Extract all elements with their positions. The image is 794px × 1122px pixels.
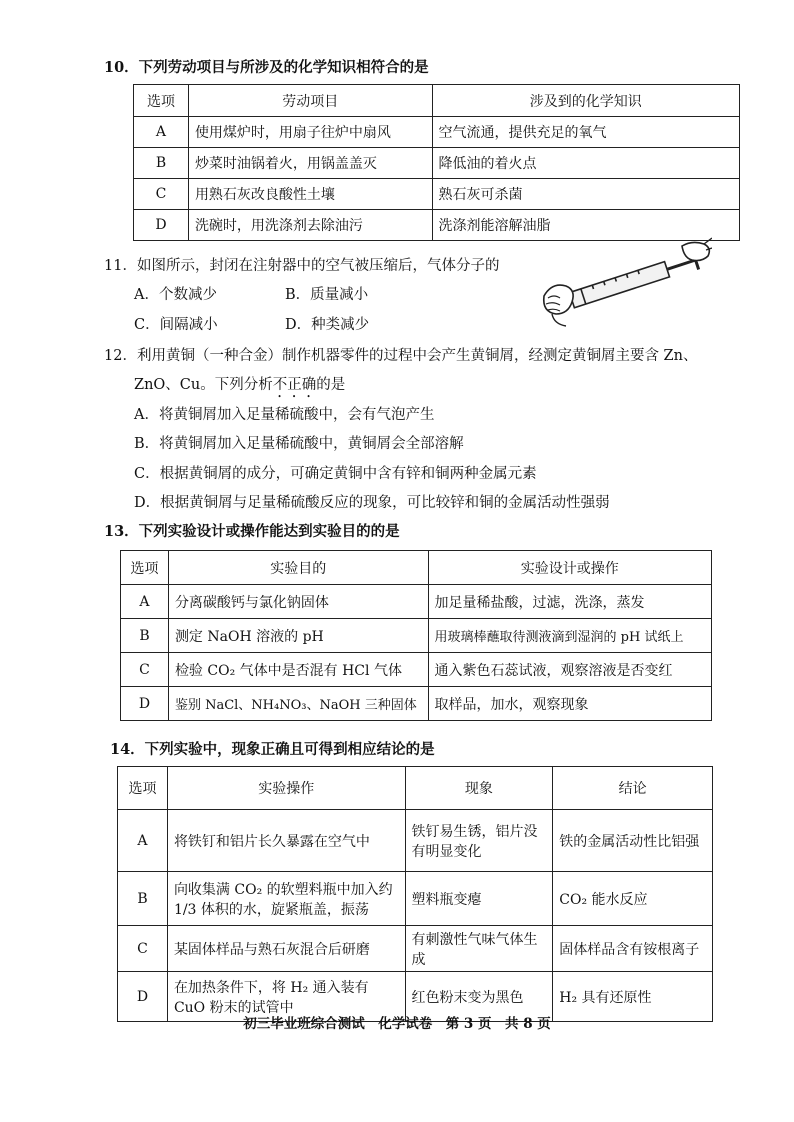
table-row — [121, 687, 712, 721]
q10-table — [133, 84, 740, 241]
header-cell: 选项 — [134, 85, 189, 117]
option-cell: A — [134, 117, 189, 148]
table-cell: 某固体样品与熟石灰混合后研磨 — [167, 926, 405, 972]
table-cell: 使用煤炉时，用扇子往炉中扇风 — [188, 117, 432, 148]
q12-stem-line2 — [134, 373, 345, 401]
table-cell: H₂ 具有还原性 — [553, 972, 713, 1022]
q14-table — [117, 766, 713, 1022]
table-cell: CO₂ 能水反应 — [553, 872, 713, 926]
header-cell: 结论 — [553, 767, 713, 810]
q11-option-b: B．质量减小 — [285, 287, 369, 303]
option-cell: D — [134, 210, 189, 241]
table-row — [134, 148, 740, 179]
table-row — [134, 117, 740, 148]
q10-stem: 10．下列劳动项目与所涉及的化学知识相符合的是 — [104, 59, 429, 76]
table-row — [118, 810, 713, 872]
table-cell: 洗涤剂能溶解油脂 — [432, 210, 739, 241]
table-cell: 鉴别 NaCl、NH₄NO₃、NaOH 三种固体 — [168, 687, 428, 721]
table-row — [118, 872, 713, 926]
table-cell: 测定 NaOH 溶液的 pH — [168, 619, 428, 653]
header-cell: 实验操作 — [167, 767, 405, 810]
q12-stem-emphasis: 不正确 — [272, 377, 317, 393]
q11-option-d: D．种类减少 — [285, 317, 370, 333]
q12-option-c: C．根据黄铜屑的成分，可确定黄铜中含有锌和铜两种金属元素 — [134, 466, 537, 482]
table-cell: 空气流通，提供充足的氧气 — [432, 117, 739, 148]
table-cell: 固体样品含有铵根离子 — [553, 926, 713, 972]
option-cell: D — [118, 972, 168, 1022]
header-cell: 劳动项目 — [188, 85, 432, 117]
q11-option-a: A．个数减少 — [134, 287, 217, 303]
header-cell: 实验目的 — [168, 551, 428, 585]
q14-stem: 14．下列实验中，现象正确且可得到相应结论的是 — [110, 741, 435, 758]
table-cell: 炒菜时油锅着火，用锅盖盖灭 — [188, 148, 432, 179]
table-cell: 将铁钉和铝片长久暴露在空气中 — [167, 810, 405, 872]
option-cell: B — [134, 148, 189, 179]
table-cell: 有刺激性气味气体生成 — [405, 926, 553, 972]
q12-stem-post: 的是 — [316, 377, 346, 393]
table-cell: 用熟石灰改良酸性土壤 — [188, 179, 432, 210]
table-cell: 通入紫色石蕊试液，观察溶液是否变红 — [428, 653, 711, 687]
q12-option-a: A．将黄铜屑加入足量稀硫酸中，会有气泡产生 — [134, 407, 435, 423]
q11-stem: 11．如图所示，封闭在注射器中的空气被压缩后，气体分子的 — [104, 258, 500, 274]
q13-table — [120, 550, 712, 721]
table-cell: 在加热条件下，将 H₂ 通入装有 CuO 粉末的试管中 — [167, 972, 405, 1022]
table-cell: 熟石灰可杀菌 — [432, 179, 739, 210]
page-footer: 初三毕业班综合测试 化学试卷 第 3 页 共 8 页 — [243, 1016, 551, 1032]
table-cell: 塑料瓶变瘪 — [405, 872, 553, 926]
table-cell: 向收集满 CO₂ 的软塑料瓶中加入约 1/3 体积的水，旋紧瓶盖，振荡 — [167, 872, 405, 926]
option-cell: C — [118, 926, 168, 972]
q12-option-b: B．将黄铜屑加入足量稀硫酸中，黄铜屑会全部溶解 — [134, 436, 464, 452]
q12-stem-pre: ZnO、Cu。下列分析 — [134, 377, 273, 393]
q12-stem-line1: 12．利用黄铜（一种合金）制作机器零件的过程中会产生黄铜屑，经测定黄铜屑主要含 Zn、 — [104, 348, 698, 364]
option-cell: A — [118, 810, 168, 872]
table-cell: 取样品，加水，观察现象 — [428, 687, 711, 721]
q13-stem: 13．下列实验设计或操作能达到实验目的的是 — [104, 523, 400, 540]
header-cell: 实验设计或操作 — [428, 551, 711, 585]
header-cell: 现象 — [405, 767, 553, 810]
option-cell: A — [121, 585, 169, 619]
option-cell: C — [121, 653, 169, 687]
table-cell: 降低油的着火点 — [432, 148, 739, 179]
q12-option-d: D．根据黄铜屑与足量稀硫酸反应的现象，可比较锌和铜的金属活动性强弱 — [134, 495, 610, 511]
table-row — [118, 926, 713, 972]
table-cell: 铁的金属活动性比铝强 — [553, 810, 713, 872]
option-cell: B — [121, 619, 169, 653]
table-cell: 洗碗时，用洗涤剂去除油污 — [188, 210, 432, 241]
table-cell: 加足量稀盐酸，过滤，洗涤，蒸发 — [428, 585, 711, 619]
header-cell: 选项 — [121, 551, 169, 585]
option-cell: D — [121, 687, 169, 721]
table-row — [121, 653, 712, 687]
table-header-row — [121, 551, 712, 585]
table-row — [121, 585, 712, 619]
table-cell: 分离碳酸钙与氯化钠固体 — [168, 585, 428, 619]
table-cell: 用玻璃棒蘸取待测液滴到湿润的 pH 试纸上 — [428, 619, 711, 653]
table-cell: 检验 CO₂ 气体中是否混有 HCl 气体 — [168, 653, 428, 687]
option-cell: B — [118, 872, 168, 926]
header-cell: 涉及到的化学知识 — [432, 85, 739, 117]
table-row — [121, 619, 712, 653]
table-row — [134, 179, 740, 210]
table-header-row — [118, 767, 713, 810]
table-cell: 铁钉易生锈，铝片没有明显变化 — [405, 810, 553, 872]
table-cell: 红色粉末变为黑色 — [405, 972, 553, 1022]
syringe-illustration — [532, 236, 712, 336]
header-cell: 选项 — [118, 767, 168, 810]
option-cell: C — [134, 179, 189, 210]
q11-option-c: C．间隔减小 — [134, 317, 218, 333]
table-header-row — [134, 85, 740, 117]
